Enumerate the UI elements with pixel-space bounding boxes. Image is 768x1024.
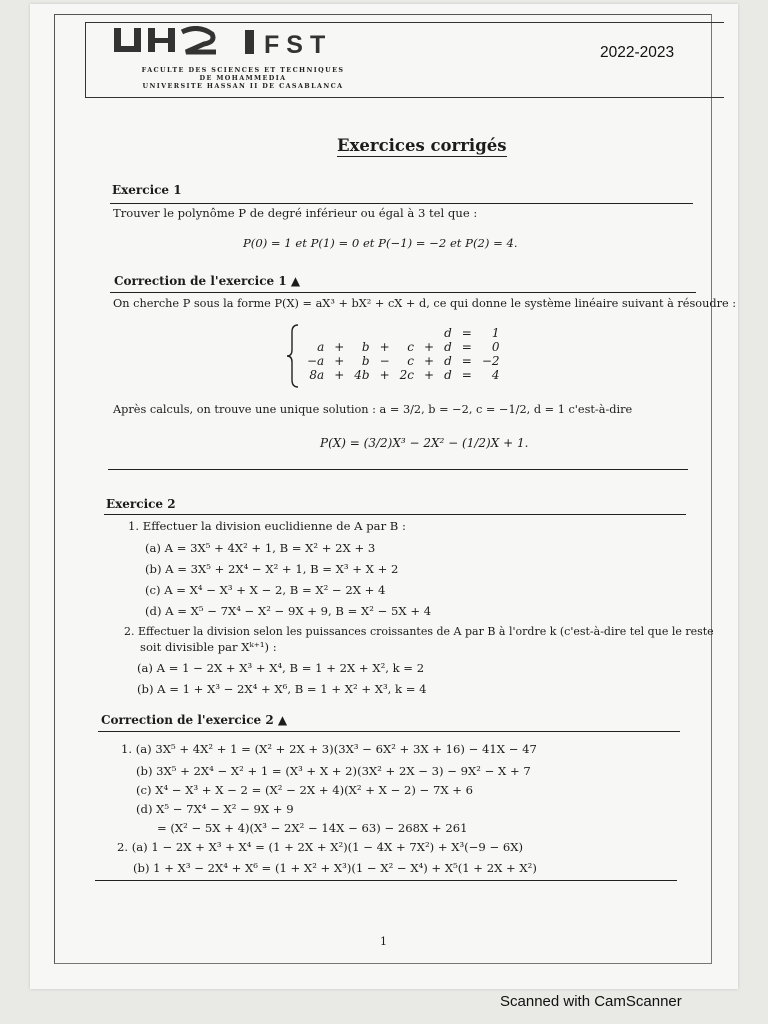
institution-line-3: UNIVERSITE HASSAN II DE CASABLANCA — [142, 82, 344, 90]
correction-2-line: (b) 3X⁵ + 2X⁴ − X² + 1 = (X³ + X + 2)(3X² + 2X − 3) − 9X² − X + 7 — [136, 764, 531, 778]
correction-2-line: (c) X⁴ − X³ + X − 2 = (X² − 2X + 4)(X² + X − 2) − 7X + 6 — [136, 783, 474, 797]
correction-2-line: 2. (a) 1 − 2X + X³ + X⁴ = (1 + 2X + X²)(1 − 4X + 7X²) + X³(−9 − 6X) — [117, 840, 524, 854]
exercise-2-q2-item: (a) A = 1 − 2X + X³ + X⁴, B = 1 + 2X + X², k = 2 — [137, 661, 425, 675]
correction-2-heading: Correction de l'exercice 2 ▲ — [101, 713, 288, 727]
correction-2-line: = (X² − 5X + 4)(X³ − 2X² − 14X − 63) − 268X + 261 — [157, 821, 468, 835]
exercise-1-conditions: P(0) = 1 et P(1) = 0 et P(−1) = −2 et P(2) = 4. — [243, 236, 518, 250]
system-row: a + b + c + d = 0 — [317, 340, 500, 354]
page-title: Exercices corrigés — [337, 136, 507, 155]
rule-corr2 — [98, 731, 680, 732]
rule-ex1 — [110, 203, 693, 204]
exercise-2-q2-item: (b) A = 1 + X³ − 2X⁴ + X⁶, B = 1 + X² + X³, k = 4 — [137, 682, 427, 696]
page-number: 1 — [380, 935, 387, 948]
exercise-2-q1: 1. Effectuer la division euclidienne de A par B : — [128, 519, 406, 533]
exercise-2-q2-line1: 2. Effectuer la division selon les puissances croissantes de A par B à l'ordre k (c'est-à-dire tel que le reste — [124, 625, 714, 638]
linear-system — [302, 326, 505, 382]
separator-2 — [95, 880, 677, 881]
institution-lines — [108, 66, 378, 90]
correction-2-line: (d) X⁵ − 7X⁴ − X² − 9X + 9 — [136, 802, 294, 816]
separator-1 — [108, 469, 688, 470]
exercise-2-q1-item: (b) A = 3X⁵ + 2X⁴ − X² + 1, B = X³ + X + 2 — [145, 562, 399, 576]
exercise-2-q2-line2: soit divisible par Xᵏ⁺¹) : — [140, 640, 277, 654]
system-row: −a + b − c + d = −2 — [307, 354, 500, 368]
exercise-1-statement: Trouver le polynôme P de degré inférieur ou égal à 3 tel que : — [113, 206, 478, 220]
svg-text:FST: FST — [264, 31, 333, 59]
institution-line-2: DE MOHAMMEDIA — [199, 74, 287, 82]
correction-1-result: P(X) = (3/2)X³ − 2X² − (1/2)X + 1. — [320, 436, 529, 450]
system-row: 8a + 4b + 2c + d = 4 — [309, 368, 500, 382]
system-row: d = 1 — [444, 326, 500, 340]
correction-1-intro: On cherche P sous la forme P(X) = aX³ + bX² + cX + d, ce qui donne le système linéaire suivant à résoudre : — [113, 297, 737, 310]
exercise-1-heading: Exercice 1 — [112, 183, 182, 197]
institution-line-1: FACULTE DES SCIENCES ET TECHNIQUES — [141, 66, 345, 74]
exercise-2-heading: Exercice 2 — [106, 497, 176, 511]
rule-ex2 — [104, 514, 686, 515]
academic-year: 2022-2023 — [600, 44, 675, 61]
exercise-2-q1-item: (c) A = X⁴ − X³ + X − 2, B = X² − 2X + 4 — [145, 583, 386, 597]
exercise-2-q1-item: (d) A = X⁵ − 7X⁴ − X² − 9X + 9, B = X² − 5X + 4 — [145, 604, 432, 618]
correction-1-heading: Correction de l'exercice 1 ▲ — [114, 274, 301, 288]
correction-1-solution: Après calculs, on trouve une unique solution : a = 3/2, b = −2, c = −1/2, d = 1 c'est-à-dire — [113, 403, 633, 416]
system-brace — [286, 324, 300, 388]
rule-corr1 — [110, 292, 696, 293]
correction-2-line: 1. (a) 3X⁵ + 4X² + 1 = (X² + 2X + 3)(3X³ − 6X² + 3X + 16) − 41X − 47 — [121, 742, 537, 756]
scanner-watermark: Scanned with CamScanner — [500, 993, 682, 1010]
correction-2-line: (b) 1 + X³ − 2X⁴ + X⁶ = (1 + X² + X³)(1 − X² − X⁴) + X⁵(1 + 2X + X²) — [133, 861, 537, 875]
exercise-2-q1-item: (a) A = 3X⁵ + 4X² + 1, B = X² + 2X + 3 — [145, 541, 376, 555]
